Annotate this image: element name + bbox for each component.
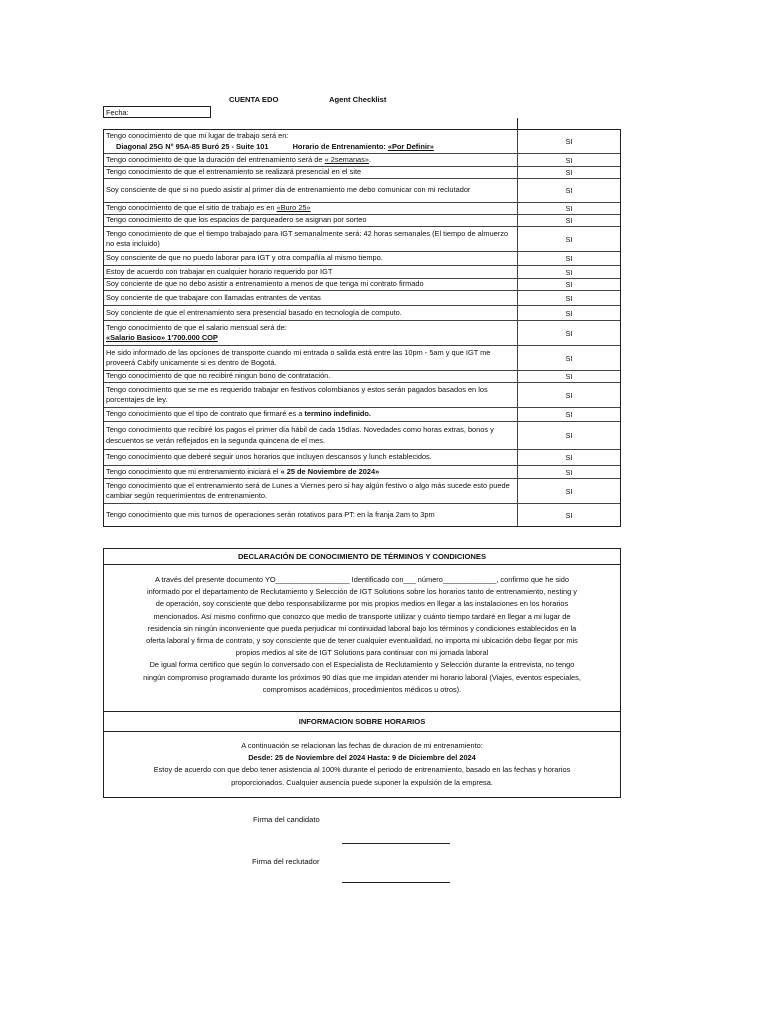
checklist-table: [103, 129, 621, 527]
fecha-label: Fecha:: [106, 108, 129, 117]
declaration-line: propios medios al site de IGT Solutions para continuar con mi jornada laboral: [235, 648, 489, 658]
answer: SI: [517, 479, 620, 503]
checklist-row: [104, 450, 620, 466]
answer: SI: [517, 408, 620, 421]
checklist-row: [104, 371, 620, 383]
divider: [104, 731, 620, 732]
checklist-row: [104, 167, 620, 179]
schedule-label: Horario de Entrenamiento:: [292, 141, 386, 151]
fecha-field[interactable]: [103, 106, 211, 118]
question: Estoy de acuerdo con trabajar en cualquier horario requerido por IGT: [106, 266, 333, 276]
answer: SI: [517, 179, 620, 202]
question: [106, 321, 514, 345]
question: Soy conciente de que no debo asistir a entrenamiento a menos de que tenga mi contrato firmado: [106, 279, 424, 289]
question-text: Tengo conocimiento de que el sitio de trabajo es en: [106, 203, 277, 213]
schedule-value: «Por Definir»: [387, 141, 434, 151]
schedule-intro: A continuación se relacionan las fechas de duracion de mi entrenamiento:: [241, 741, 483, 750]
answer: SI: [517, 346, 620, 370]
recruiter-signature-label: Firma del reclutador: [252, 857, 320, 866]
candidate-signature-label: Firma del candidato: [253, 815, 320, 824]
question: [106, 408, 514, 421]
answer: SI: [517, 252, 620, 265]
answer: SI: [517, 383, 620, 407]
declaration-line: de operación, soy consciente que debo responsabilizarme por mis propios medios en llegar a las instalaciones en los horarios: [155, 599, 569, 609]
checklist-row: [104, 479, 620, 504]
answer: SI: [517, 321, 620, 345]
question: Tengo conocimiento de que el entrenamiento se realizará presencial en el site: [106, 167, 362, 177]
schedule-info-text: [110, 740, 614, 789]
answer: SI: [517, 203, 620, 214]
question-text: Tengo conocimiento que el tipo de contrato que firmaré es a: [106, 409, 305, 419]
salary-value: «Salario Basico» 1'700.000 COP: [106, 333, 218, 342]
declaration-text: [110, 574, 614, 696]
answer: SI: [517, 504, 620, 526]
checklist-row: [104, 383, 620, 408]
question-text: Tengo conocimiento de que el salario mensual será de:: [106, 322, 287, 332]
checklist-row: [104, 252, 620, 266]
question: [106, 154, 514, 166]
contract-type: termino indefinido.: [304, 409, 371, 419]
schedule-info-title: INFORMACION SOBRE HORARIOS: [298, 717, 426, 726]
answer: SI: [517, 466, 620, 478]
question: Tengo conocimiento que se me es requerido trabajar en festivos colombianos y estos serán pagados basados en los porcentajes de ley.: [106, 384, 488, 404]
checklist-row: [104, 279, 620, 291]
question: Soy consciente de que si no puedo asistir al primer dia de entrenamiento me debo comunicar con mi reclutador: [106, 185, 471, 195]
checklist-row: [104, 130, 620, 154]
question: He sido informado de las opciones de transporte cuando mi entrada o salida está entre las 10pm - 5am y que IGT me proveerá Cabify unicamente si es dentro de Bogotá.: [106, 347, 491, 367]
field-value: «Buro 25»: [276, 203, 311, 213]
question: Soy conciente de que el entrenamiento sera presencial basado en tecnología de computo.: [106, 307, 402, 317]
question-text: Tengo conocimiento que mi entrenamiento iniciará el: [106, 466, 281, 476]
checklist-row: [104, 215, 620, 227]
question: Tengo conocimiento que recibiré los pagos el primer día hábil de cada 15días. Novedades como horas extras, bonos y descuentos se verán reflejados en la segunda quincena de el mes.: [106, 425, 494, 445]
answer: SI: [517, 266, 620, 278]
answer: SI: [517, 279, 620, 290]
answer: SI: [517, 154, 620, 166]
checklist-row: [104, 154, 620, 167]
answer: SI: [517, 167, 620, 178]
checklist-row: [104, 422, 620, 450]
declaration-line: De igual forma certifico que según lo conversado con el Especialista de Reclutamiento y Selección durante la entrevista, no tengo: [149, 660, 575, 670]
question: Soy consciente de que no puedo laborar para IGT y otra compañía al mismo tiempo.: [106, 253, 383, 263]
declaration-line: compromisos académicos, procedimientos médicos u otros).: [262, 684, 462, 694]
document-title: CUENTA EDO: [229, 95, 279, 104]
training-dates: Desde: 25 de Noviembre del 2024 Hasta: 9 de Diciembre del 2024: [248, 753, 476, 763]
document-subtitle: Agent Checklist: [329, 95, 387, 104]
checklist-row: [104, 227, 620, 252]
question: Tengo conocimiento de que no recibiré ningun bono de contratación.: [106, 371, 331, 381]
divider: [104, 711, 620, 712]
question-text: Tengo conocimiento de que mi lugar de trabajo será en:: [106, 131, 289, 140]
answer: SI: [517, 227, 620, 251]
checklist-row: [104, 291, 620, 306]
address-line: [106, 142, 514, 153]
divider: [104, 564, 620, 565]
declaration-line: ningún compromiso programado durante los próximos 90 días que me impidan atender mi horario laboral (Viajes, eventos especiales,: [143, 672, 581, 682]
field-value: « 2semanas»: [324, 154, 369, 164]
declaration-line: oferta laboral y firma de contrato, y soy consciente que de tener cualquier eventualidad, no importa mi ubicación debo llegar por mis: [146, 636, 578, 646]
question: Tengo conocimiento de que el tiempo trabajado para IGT semanalmente será: 42 horas semanales (El tiempo de almuerzo no esta incluido): [106, 228, 509, 248]
question-suffix: .: [368, 154, 372, 164]
attendance-note: Estoy de acuerdo con que debo tener asistencia al 100% durante el periodo de entrenamiento, basado en las fechas y horarios: [153, 765, 571, 775]
answer: SI: [517, 291, 620, 305]
question-text: Tengo conocimiento de que la duración del entrenamiento será de: [106, 154, 325, 164]
question: Tengo conocimiento que el entrenamiento será de Lunes a Viernes pero si hay algún festivo o algo más sucede esto puede cambiar según requerimientos de entrenamiento.: [106, 480, 510, 500]
checklist-row: [104, 179, 620, 203]
divider: [517, 118, 518, 129]
declaration-line: residencia sin ningún inconveniente que pueda perjudicar mi continuidad laboral bajo los términos y condiciones establecidos en la: [147, 623, 577, 633]
checklist-row: [104, 504, 620, 526]
declaration-line: mencionados. Así mismo confirmo que conozco que medio de transporte utilizar y cuánto tiempo tardaré en llegar a mi lugar de: [153, 611, 571, 621]
checklist-row: [104, 466, 620, 479]
answer: SI: [517, 422, 620, 449]
checklist-row: [104, 408, 620, 422]
question: [106, 466, 514, 478]
answer: SI: [517, 450, 620, 465]
answer: SI: [517, 215, 620, 226]
checklist-row: [104, 321, 620, 346]
candidate-signature-line[interactable]: [342, 843, 450, 844]
question: Tengo conocimiento que deberé seguir unos horarios que incluyen descansos y lunch establecidos.: [106, 452, 432, 462]
checklist-row: [104, 203, 620, 215]
start-date: « 25 de Noviembre de 2024»: [280, 466, 380, 476]
question: Tengo conocimiento que mis turnos de operaciones serán rotativos para PT: en la franja 2am to 3pm: [106, 509, 435, 519]
checklist-row: [104, 346, 620, 371]
declaration-section: [103, 548, 621, 798]
declaration-line: A través del presente documento YO__________________ Identificado con___ número_____________, confirmo que he sido: [154, 575, 570, 584]
answer: SI: [517, 371, 620, 382]
question: [106, 203, 514, 214]
question: Tengo conocimiento de que los espacios de parqueadero se asignan por sorteo: [106, 215, 367, 225]
question: [106, 130, 514, 153]
answer: SI: [517, 306, 620, 320]
recruiter-signature-line[interactable]: [342, 882, 450, 883]
workplace-address: Diagonal 25G N° 95A-85 Buró 25 - Suite 101: [116, 141, 269, 151]
question: Soy conciente de que trabajare con llamadas entrantes de ventas: [106, 292, 321, 302]
declaration-line: informado por el departamento de Reclutamiento y Selección de IGT Solutions sobre los horarios tanto de entrenamiento, nesting y: [147, 587, 577, 597]
declaration-title: DECLARACIÓN DE CONOCIMIENTO DE TÉRMINOS Y CONDICIONES: [237, 552, 487, 561]
checklist-row: [104, 306, 620, 321]
checklist-row: [104, 266, 620, 279]
attendance-note: proporcionados. Cualquier ausencia puede suponer la expulsión de la empresa.: [231, 777, 493, 787]
answer: SI: [517, 130, 620, 153]
